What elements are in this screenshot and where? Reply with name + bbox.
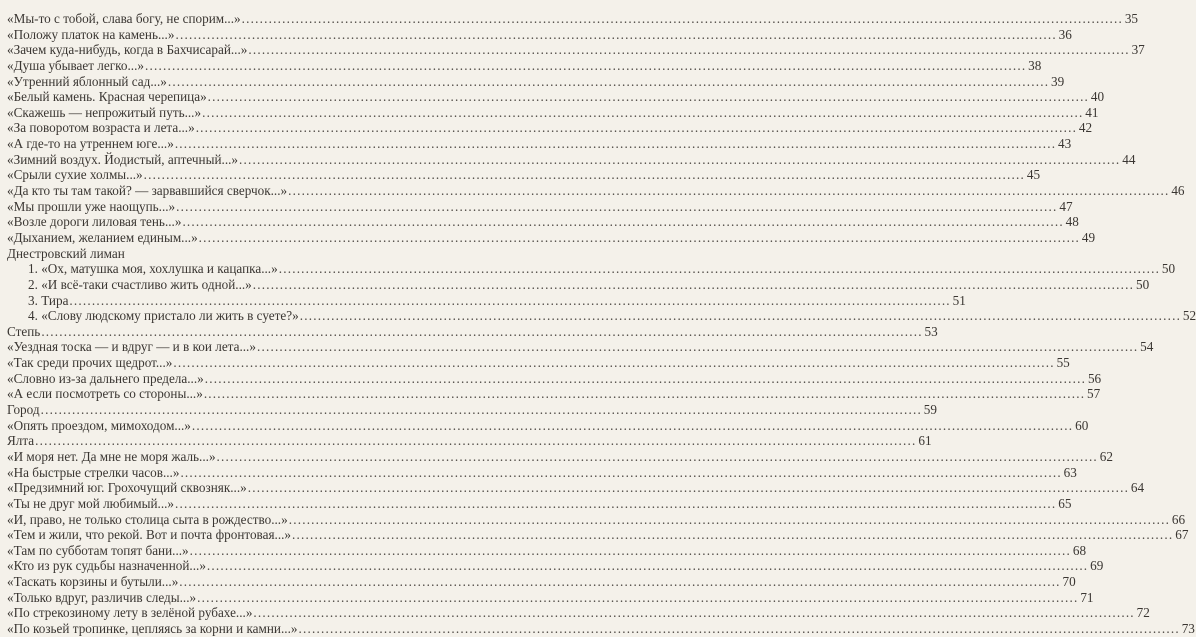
toc-entry-title: «Так среди прочих щедрот...» <box>7 355 173 371</box>
dot-leader <box>253 605 1134 621</box>
toc-entry-title: Город <box>7 402 40 418</box>
toc-entry <box>7 89 1105 105</box>
toc-entry <box>7 229 1096 246</box>
dot-leader <box>192 418 1073 434</box>
dot-leader <box>41 324 922 340</box>
toc-entry-title: «Дыханием, желанием единым...» <box>7 229 198 245</box>
toc-entry-title: 2. «И всё-таки счастливо жить одной...» <box>28 276 252 292</box>
toc-entry-title: «Кто из рук судьбы назначенной...» <box>7 558 206 574</box>
toc-entry-page-number: 68 <box>1072 542 1087 558</box>
toc-entry <box>7 402 937 418</box>
toc-entry-title: «Опять проездом, мимоходом...» <box>7 417 191 433</box>
toc-entry <box>7 542 1087 559</box>
dot-leader <box>279 261 1160 277</box>
toc-entry <box>7 120 1093 136</box>
toc-entry-title: «И моря нет. Да мне не моря жаль...» <box>7 448 216 464</box>
dot-leader <box>217 449 1098 465</box>
toc-entry <box>7 57 1042 74</box>
toc-entry-page-number: 61 <box>918 433 932 449</box>
dot-leader <box>41 402 922 418</box>
dot-leader <box>288 183 1169 199</box>
dot-leader <box>168 74 1049 90</box>
toc-section-heading <box>7 246 390 262</box>
dot-leader <box>144 167 1025 183</box>
toc-entry-page-number: 48 <box>1065 214 1079 230</box>
toc-entry-page-number: 53 <box>924 323 938 339</box>
toc-entry-title: «Срыли сухие холмы...» <box>7 167 143 183</box>
toc-entry-page-number: 62 <box>1099 448 1113 464</box>
dot-leader <box>292 527 1173 543</box>
dot-leader <box>205 371 1086 387</box>
toc-entry-page-number: 59 <box>923 402 937 418</box>
toc-entry <box>7 167 1041 183</box>
toc-entry-title: 1. «Ох, матушка моя, хохлушка и кацапка...» <box>28 261 278 277</box>
toc-entry-page-number: 69 <box>1090 558 1104 574</box>
toc-entry <box>7 495 1072 512</box>
toc-entry <box>7 339 1154 355</box>
toc-entry-page-number: 72 <box>1136 605 1150 621</box>
toc-entry-title: 4. «Слову людскому пристало ли жить в суете?» <box>28 308 299 324</box>
toc-entry <box>7 11 1138 27</box>
toc-entry <box>7 620 1195 637</box>
toc-entry <box>7 42 1145 58</box>
dot-leader <box>257 339 1138 355</box>
toc-entry-page-number: 42 <box>1078 120 1093 136</box>
toc-entry-title: «За поворотом возраста и лета...» <box>7 120 195 136</box>
toc-entry-page-number: 70 <box>1062 574 1076 590</box>
toc-entry <box>7 214 1079 230</box>
toc-entry-title: «Возле дороги лиловая тень...» <box>7 214 182 230</box>
dot-leader <box>196 120 1077 136</box>
toc-entry-page-number: 49 <box>1081 229 1096 245</box>
dot-leader <box>248 42 1129 58</box>
toc-entry-page-number: 47 <box>1059 198 1073 214</box>
toc-entry-title: «Утренний яблонный сад...» <box>7 73 167 89</box>
toc-entry-title: «Уездная тоска — и вдруг — и в кои лета...» <box>7 339 256 355</box>
toc-entry <box>7 589 1094 606</box>
dot-leader <box>197 590 1078 606</box>
toc-entry <box>7 26 1072 43</box>
dot-leader <box>182 214 1063 230</box>
toc-entry <box>7 574 1076 590</box>
toc-entry-title: «Тем и жили, что рекой. Вот и почта фронтовая...» <box>7 527 292 543</box>
toc-entry <box>7 198 1073 215</box>
toc-entry-page-number: 39 <box>1051 73 1065 89</box>
toc-entry <box>7 480 1145 496</box>
toc-entry-title: Ялта <box>7 433 35 449</box>
dot-leader <box>248 480 1129 496</box>
toc-entry-title: «Мы-то с тобой, слава богу, не спорим...» <box>7 11 241 26</box>
toc-entry-title: «А где-то на утреннем юге...» <box>7 136 174 152</box>
dot-leader <box>145 58 1026 74</box>
toc-entry <box>7 73 1065 90</box>
dot-leader <box>35 433 916 449</box>
toc-entry-page-number: 63 <box>1063 464 1077 480</box>
toc-entry-page-number: 73 <box>1181 620 1195 636</box>
toc-entry-title: «По стрекозиному лету в зелёной рубахе...» <box>7 605 253 621</box>
toc-entry-title: «Только вдруг, различив следы...» <box>7 589 197 605</box>
dot-leader <box>179 574 1060 590</box>
dot-leader <box>175 27 1056 43</box>
toc-entry-page-number: 67 <box>1175 527 1189 543</box>
toc-entry <box>7 355 1070 371</box>
toc-entry <box>7 104 1099 121</box>
dot-leader <box>207 558 1088 574</box>
toc-entry <box>7 183 1185 199</box>
toc-entry-page-number: 54 <box>1140 339 1154 355</box>
dot-leader <box>300 308 1181 324</box>
toc-entry-page-number: 52 <box>1182 308 1196 324</box>
toc-entry <box>7 386 1101 402</box>
toc-entry <box>7 308 1196 324</box>
toc-entry-page-number: 37 <box>1131 42 1145 58</box>
toc-entry <box>7 323 938 340</box>
toc-entry <box>7 136 1072 152</box>
dot-leader <box>173 355 1054 371</box>
toc-entry-page-number: 46 <box>1171 183 1185 199</box>
toc-entry-title: «Зимний воздух. Йодистый, аптечный...» <box>7 151 239 167</box>
toc-entry <box>7 261 1176 277</box>
toc-entry-page-number: 60 <box>1075 417 1089 433</box>
toc-entry-title: «Там по субботам топят бани...» <box>7 542 189 558</box>
dot-leader <box>298 621 1179 637</box>
toc-entry <box>7 433 932 449</box>
toc-entry-page-number: 57 <box>1087 386 1101 402</box>
toc-entry-page-number: 55 <box>1056 355 1070 371</box>
toc-entry <box>7 151 1136 168</box>
toc-entry-page-number: 66 <box>1171 511 1186 527</box>
toc-entry <box>7 605 1150 621</box>
toc-entry-page-number: 44 <box>1122 151 1136 167</box>
dot-leader <box>175 136 1056 152</box>
dot-leader <box>239 152 1120 168</box>
dot-leader <box>208 89 1089 105</box>
toc-entry-title: «Мы прошли уже наощупь...» <box>7 198 176 214</box>
toc-entry-page-number: 50 <box>1135 276 1150 292</box>
toc-entry <box>7 527 1189 543</box>
toc-entry <box>7 558 1104 574</box>
toc-entry-title: Степь <box>7 323 41 339</box>
dot-leader <box>242 11 1123 27</box>
toc-entry-title: «И, право, не только столица сыта в рождество...» <box>7 511 288 527</box>
toc-entry-page-number: 35 <box>1124 11 1138 26</box>
toc-entry <box>7 417 1089 434</box>
toc-entry <box>7 370 1102 387</box>
toc-entry-page-number: 45 <box>1026 167 1041 183</box>
toc-entry <box>7 276 1150 293</box>
toc-entry <box>7 448 1113 465</box>
dot-leader <box>180 465 1061 481</box>
toc-entry-page-number: 43 <box>1058 136 1072 152</box>
toc-entry-page-number: 65 <box>1058 495 1072 511</box>
toc-entry-page-number: 51 <box>952 292 966 308</box>
toc-entry-title: «Да кто ты там такой? — зарвавшийся сверчок...» <box>7 183 288 199</box>
toc-entry-title: «Словно из-за дальнего предела...» <box>7 370 204 386</box>
toc-entry-page-number: 38 <box>1028 57 1042 73</box>
table-of-contents <box>7 11 1196 637</box>
toc-entry-title: «По козьей тропинке, цепляясь за корни и камни...» <box>7 620 298 636</box>
toc-entry-title: Днестровский лиман <box>7 245 125 261</box>
dot-leader <box>190 543 1071 559</box>
toc-entry-title: «А если посмотреть со стороны...» <box>7 386 203 402</box>
dot-leader <box>175 496 1056 512</box>
dot-leader <box>176 199 1057 215</box>
toc-entry-title: «Ты не друг мой любимый...» <box>7 495 175 511</box>
dot-leader <box>202 105 1083 121</box>
toc-entry-title: «Таскать корзины и бутыли...» <box>7 574 179 590</box>
toc-entry-title: 3. Тира <box>28 292 69 308</box>
toc-entry-page-number: 56 <box>1087 370 1102 386</box>
toc-entry <box>7 464 1077 481</box>
toc-entry <box>7 292 966 309</box>
toc-entry-page-number: 41 <box>1085 104 1099 120</box>
dot-leader <box>253 277 1134 293</box>
toc-entry-page-number: 50 <box>1161 261 1176 277</box>
dot-leader <box>289 512 1170 528</box>
dot-leader <box>199 230 1080 246</box>
toc-entry-title: «На быстрые стрелки часов...» <box>7 464 180 480</box>
toc-entry-title: «Скажешь — непрожитый путь...» <box>7 104 202 120</box>
dot-leader <box>204 386 1085 402</box>
toc-entry-page-number: 71 <box>1080 589 1094 605</box>
toc-entry-title: «Зачем куда-нибудь, когда в Бахчисарай...» <box>7 42 248 58</box>
dot-leader <box>69 293 950 309</box>
toc-entry-title: «Положу платок на камень...» <box>7 26 175 42</box>
toc-entry-page-number: 36 <box>1058 26 1072 42</box>
toc-entry-page-number: 40 <box>1090 89 1105 105</box>
toc-entry-title: «Душа убывает легко...» <box>7 57 144 73</box>
toc-entry-title: «Белый камень. Красная черепица» <box>7 89 207 105</box>
toc-entry <box>7 511 1186 528</box>
toc-entry-title: «Предзимний юг. Грохочущий сквозняк...» <box>7 480 247 496</box>
toc-entry-page-number: 64 <box>1130 480 1145 496</box>
